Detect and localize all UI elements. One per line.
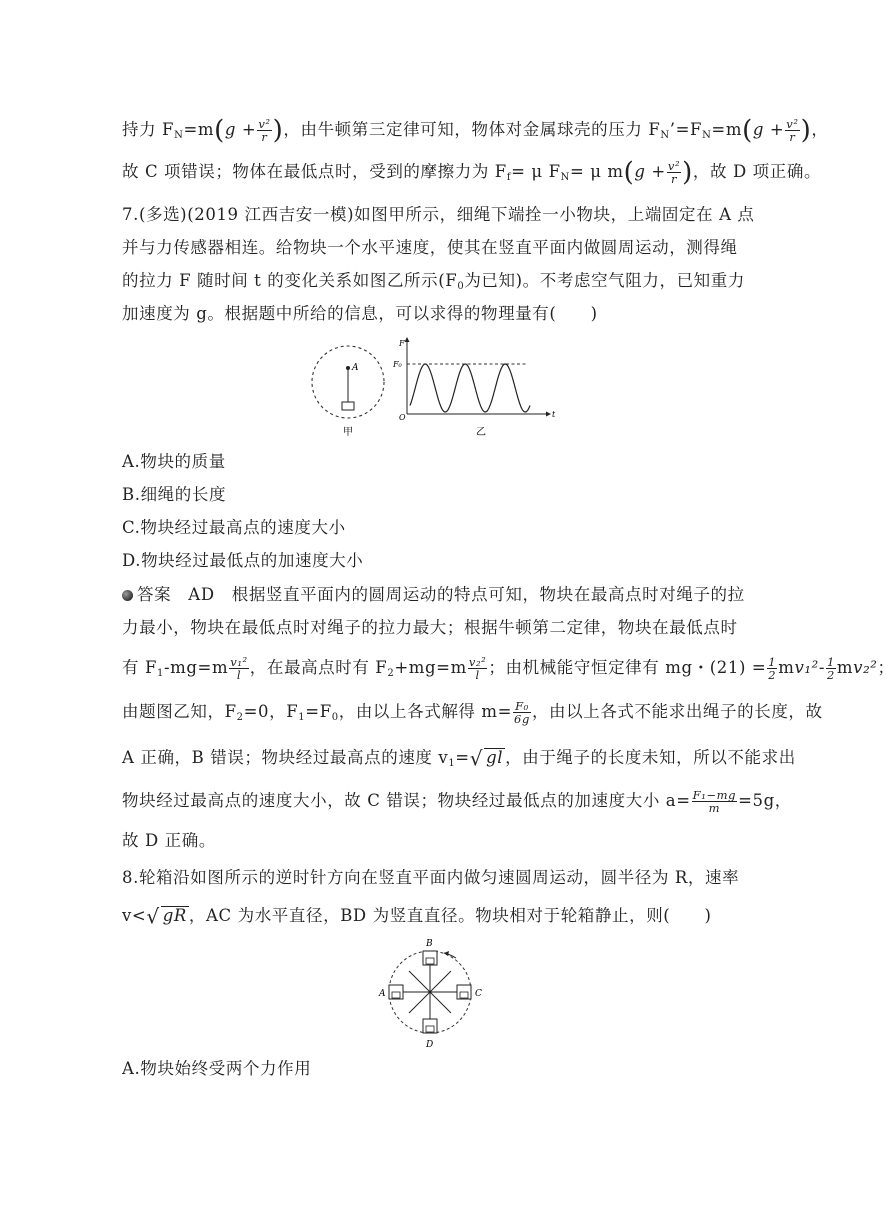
block [342, 402, 354, 410]
answer-line-6: 物块经过最高点的速度大小，故 C 错误；物块经过最低点的加速度大小 a= $\frac{\text{F₁−mg}}{m}$ =5g， [122, 788, 792, 815]
label-a: A [379, 989, 386, 999]
text-line-2: 故 C 项错误；物体在最低点时，受到的摩擦力为 $F_f= \mu$ $F_N= \mu$ m(g + $\frac{\text{v²}}{r}$ )，故 D 项正确。 [122, 157, 822, 188]
text: ，由牛顿第三定律可知，物体对金属球壳的压力 F [283, 120, 661, 139]
text-line-1: 持力 $F_N=m(g$ + $\frac{\text{v²}}{r}$ )，由牛顿第三定律可知，物体对金属球壳的压力 $F_N’=F_N=m(g$ + $\frac{\text{v²}}{r}$ )， [122, 115, 829, 146]
answer-line-7: 故 D 正确。 [122, 831, 216, 850]
question-8-option-a: A.物块始终受两个力作用 [122, 1059, 312, 1078]
fraction-v2-r: $\frac{\text{v²}}{r}$ [667, 159, 681, 186]
axis-label-f: F [399, 339, 405, 348]
option-a: A.物块的质量 [122, 452, 226, 471]
axis-label-t: t [552, 410, 556, 419]
paren-open: ( [214, 115, 225, 146]
spokes [400, 962, 460, 1022]
question-8-line-1: 8.轮箱沿如图所示的逆时针方向在竖直平面内做匀速圆周运动，圆半径为 R，速率 [122, 868, 740, 887]
text: =m [183, 120, 215, 139]
f0-label: F₀ [393, 360, 402, 369]
answer-line-5: A 正确，B 错误；物块经过最高点的速度 $v_1=√$ gl ，由于绳子的长度未知，所以不能求出 [122, 746, 796, 771]
question-7-line-1: 7.(多选)(2019 江西吉安一模)如图甲所示，细绳下端拴一小物块，上端固定在 A 点 [122, 205, 755, 224]
answer-icon [122, 590, 133, 601]
question-7-line-3: 的拉力 F 随时间 t 的变化关系如图乙所示($F_0$为已知)。不考虑空气阻力，已知重力 [122, 271, 745, 292]
label-yi: 乙 [476, 427, 486, 438]
text: 持力 F [122, 120, 175, 139]
force-curve [410, 364, 530, 412]
subscript: N [174, 130, 184, 141]
option-b: B.细绳的长度 [122, 485, 227, 504]
figure-8-wheel [370, 936, 490, 1050]
option-d: D.物块经过最低点的加速度大小 [122, 551, 364, 570]
question-7-line-4: 加速度为 g。根据题中所给的信息，可以求得的物理量有( ) [122, 304, 598, 323]
label-b: B [426, 939, 433, 949]
fraction-v2-r: $\frac{\text{v²}}{r}$ [786, 117, 799, 144]
math-expr: g + [224, 120, 257, 139]
answer-line-2: 力最小，物块在最低点时对绳子的拉力最大；根据牛顿第二定律，物块在最低点时 [122, 618, 738, 637]
paren-close: ) [272, 115, 284, 146]
answer-line-3: 有 $F_1-mg=m$ $\frac{\text{v₁²}}{l}$ ，在最高点时有 $F_2+mg=m$ $\frac{\text{v₂²}}{l}$ ；由机械能守恒定律有 mg・(21) = $\frac{1}{2}$ mv₁²- $\frac{1}{2}$ mv₂²； [122, 655, 895, 682]
option-c: C.物块经过最高点的速度大小 [122, 518, 346, 537]
question-8-line-2: v<√ gR ，AC 为水平直径，BD 为竖直直径。物块相对于轮箱静止，则( ) [122, 904, 712, 929]
answer-line-4: 由题图乙知，$F_2=0$，$F_1=F_0$，由以上各式解得 m= $\frac{\text{F₀}}{6g}$ ，由以上各式不能求出绳子的长度，故 [122, 699, 823, 726]
figure-7 [300, 336, 560, 440]
origin-label: O [399, 413, 406, 422]
label-a: A [352, 363, 359, 373]
answer-line-1: 答案 AD 根据竖直平面内的圆周运动的特点可知，物块在最高点时对绳子的拉 [122, 583, 740, 607]
label-d: D [426, 1040, 434, 1050]
label-jia: 甲 [343, 427, 353, 438]
question-7-line-2: 并与力传感器相连。给物块一个水平速度，使其在竖直平面内做圆周运动，测得绳 [122, 238, 738, 257]
label-c: C [475, 989, 482, 999]
fraction-v2-r: $\frac{\text{v²}}{r}$ [258, 117, 271, 144]
